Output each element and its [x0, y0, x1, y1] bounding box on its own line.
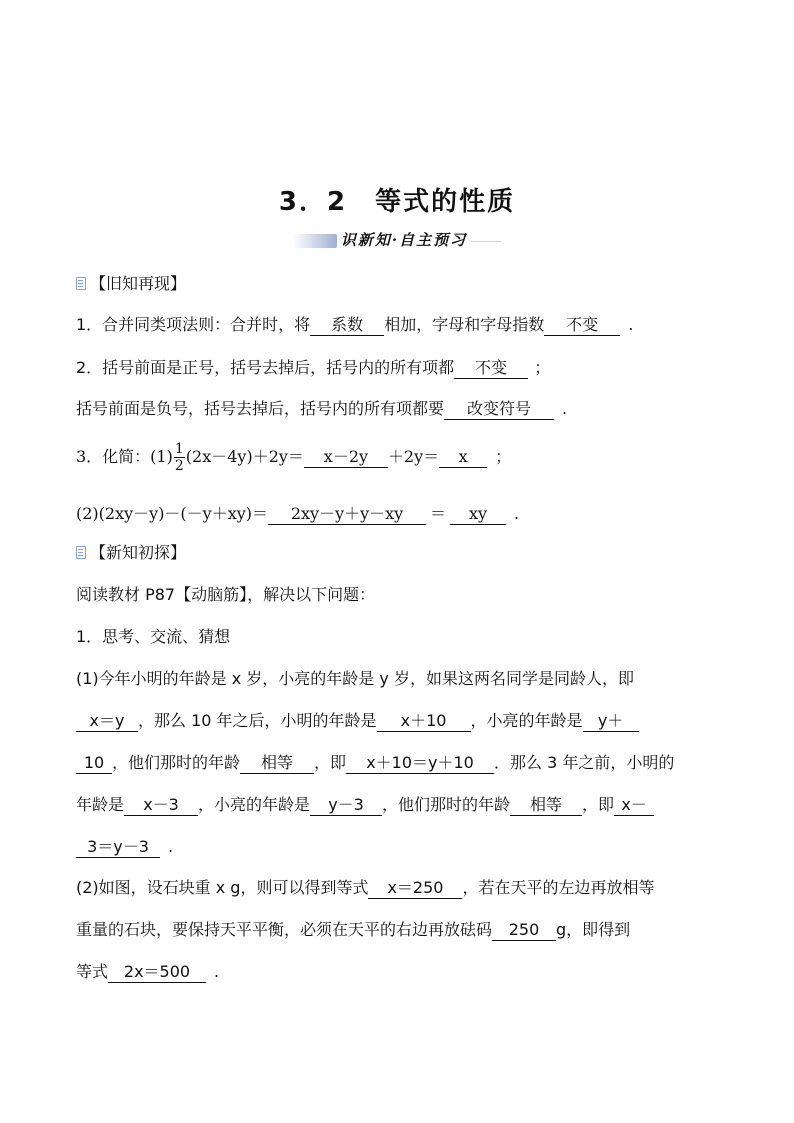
answer-blank: x＋10＝y＋10 — [346, 753, 494, 774]
question-text: ，小亮的年龄是 — [470, 711, 583, 730]
question-text: 重量的石块，要保持天平平衡，必须在天平的右边再放砝码 — [76, 920, 493, 939]
answer-blank: 改变符号 — [444, 399, 554, 420]
answer-blank: 2x＝500 — [108, 962, 206, 983]
answer-blank: x＝y — [76, 711, 138, 732]
punctuation: . — [214, 962, 220, 981]
section-header-new — [76, 542, 726, 564]
section-header-review — [76, 273, 726, 295]
expression: (2)(2xy－y)－(－y＋xy)＝ — [76, 504, 269, 523]
punctuation: ； — [495, 447, 512, 466]
paragraph-line — [76, 710, 726, 732]
answer-blank: xy — [450, 504, 506, 525]
expression: (2x－4y)＋2y＝ — [185, 447, 304, 466]
banner-divider — [471, 241, 501, 242]
answer-blank: y－3 — [310, 795, 382, 816]
subtitle-text: 识新知·自主预习 — [340, 231, 468, 249]
question-2-continued — [76, 398, 726, 420]
punctuation: . — [628, 315, 634, 334]
question-text: 年龄是 — [76, 795, 125, 814]
fraction-numerator: 1 — [174, 441, 184, 457]
question-text: ，即 — [314, 753, 347, 772]
punctuation: . — [514, 504, 520, 523]
question-3-part-2 — [76, 503, 726, 525]
part-1-heading: 1．思考、交流、猜想 — [76, 627, 231, 646]
paragraph-line — [76, 836, 726, 858]
question-text: 3．化简：(1) — [76, 447, 173, 466]
answer-blank: 10 — [76, 753, 112, 774]
document-icon — [76, 546, 86, 559]
answer-blank: 不变 — [454, 358, 528, 379]
fraction-denominator: 2 — [174, 458, 184, 474]
answer-blank: 相等 — [510, 795, 582, 816]
question-1 — [76, 314, 726, 336]
question-text: ．那么 3 年之前，小明的 — [494, 753, 675, 772]
section-header-label: 【新知初探】 — [90, 543, 187, 562]
question-text: 相加，字母和字母指数 — [384, 315, 545, 334]
question-2 — [76, 357, 726, 379]
paragraph-line — [76, 794, 726, 816]
paragraph-line — [76, 752, 726, 774]
fraction — [174, 441, 185, 474]
answer-blank: x — [439, 447, 487, 468]
question-text: ，他们那时的年龄 — [112, 753, 241, 772]
question-text: 括号前面是负号，括号去掉后，括号内的所有项都要 — [76, 399, 445, 418]
answer-blank: x－2y — [304, 447, 388, 468]
paragraph-line — [76, 668, 726, 690]
question-text: g，即得到 — [556, 920, 631, 939]
paragraph-line — [76, 877, 726, 899]
punctuation: ； — [534, 358, 551, 377]
answer-blank: x－ — [614, 795, 654, 816]
question-text: (2)如图，设石块重 x g，则可以得到等式 — [76, 878, 369, 897]
question-text: ，小亮的年龄是 — [198, 795, 311, 814]
punctuation: . — [168, 837, 174, 856]
page-title: 3．2 等式的性质 — [278, 187, 516, 217]
subtitle-banner — [0, 229, 794, 250]
answer-blank: 相等 — [240, 753, 314, 774]
question-text: ，他们那时的年龄 — [382, 795, 511, 814]
paragraph-line — [76, 919, 726, 941]
answer-blank: x＝250 — [368, 878, 462, 899]
answer-blank: 2xy－y＋y－xy — [268, 504, 426, 525]
document-icon — [76, 277, 86, 290]
question-text: ，那么 10 年之后，小明的年龄是 — [138, 711, 377, 730]
answer-blank: y＋ — [583, 711, 639, 732]
punctuation: . — [562, 399, 568, 418]
answer-blank: 3＝y－3 — [76, 837, 160, 858]
question-text: (1)今年小明的年龄是 x 岁，小亮的年龄是 y 岁，如果这两名同学是同龄人，即 — [76, 669, 634, 688]
expression: ＝ — [430, 504, 447, 523]
answer-blank: x＋10 — [377, 711, 471, 732]
question-text: ，若在天平的左边再放相等 — [462, 878, 655, 897]
intro-text: 阅读教材 P87【动脑筋】，解决以下问题： — [76, 585, 376, 604]
question-text: ，即 — [582, 795, 615, 814]
answer-blank: 250 — [492, 920, 556, 941]
banner-decoration-icon — [293, 234, 337, 248]
answer-blank: 不变 — [544, 315, 620, 336]
paragraph-line — [76, 961, 726, 983]
expression: ＋2y＝ — [387, 447, 440, 466]
question-3 — [76, 440, 726, 474]
question-text: 1．合并同类项法则：合并时，将 — [76, 315, 311, 334]
answer-blank: 系数 — [310, 315, 384, 336]
question-text: 2．括号前面是正号，括号去掉后，括号内的所有项都 — [76, 358, 455, 377]
answer-blank: x－3 — [124, 795, 198, 816]
section-header-label: 【旧知再现】 — [90, 274, 187, 293]
question-text: 等式 — [76, 962, 109, 981]
